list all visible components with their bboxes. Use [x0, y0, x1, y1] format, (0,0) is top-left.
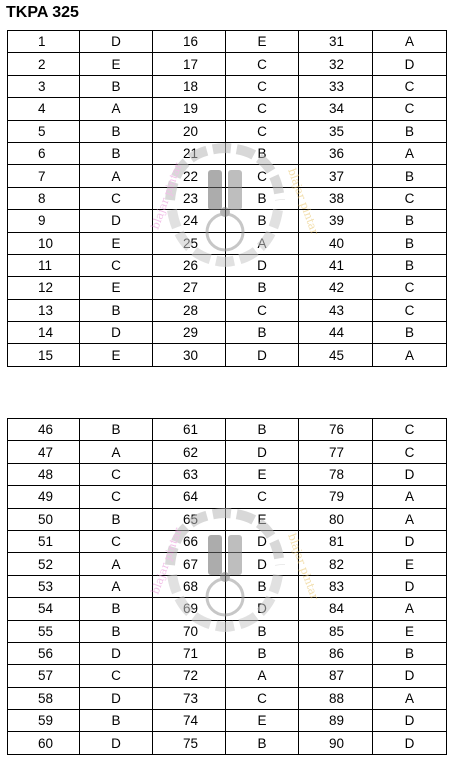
question-number-cell: 7	[8, 165, 80, 187]
answer-cell: C	[80, 530, 153, 552]
question-number-cell: 28	[153, 299, 226, 321]
table-row	[8, 187, 447, 209]
table-row	[8, 254, 447, 276]
question-number-cell: 73	[153, 687, 226, 709]
answer-cell: C	[226, 53, 299, 75]
answer-cell: A	[373, 598, 447, 620]
question-number-cell: 45	[299, 344, 373, 366]
question-number-cell: 64	[153, 486, 226, 508]
answer-cell: A	[80, 441, 153, 463]
answer-cell: B	[80, 710, 153, 732]
answer-cell: E	[80, 344, 153, 366]
table-row	[8, 31, 447, 53]
table-row	[8, 120, 447, 142]
question-number-cell: 13	[8, 299, 80, 321]
question-number-cell: 57	[8, 665, 80, 687]
table-row	[8, 210, 447, 232]
answer-cell: E	[80, 232, 153, 254]
table-row	[8, 232, 447, 254]
answer-cell: B	[226, 210, 299, 232]
question-number-cell: 72	[153, 665, 226, 687]
answer-cell: E	[373, 620, 447, 642]
question-number-cell: 41	[299, 254, 373, 276]
answer-cell: D	[80, 322, 153, 344]
answer-cell: E	[80, 53, 153, 75]
answer-key-table-2	[7, 418, 447, 755]
answer-cell: B	[80, 419, 153, 441]
question-number-cell: 74	[153, 710, 226, 732]
question-number-cell: 6	[8, 142, 80, 164]
question-number-cell: 3	[8, 75, 80, 97]
question-number-cell: 23	[153, 187, 226, 209]
answer-cell: B	[373, 322, 447, 344]
question-number-cell: 62	[153, 441, 226, 463]
answer-cell: D	[373, 530, 447, 552]
question-number-cell: 21	[153, 142, 226, 164]
answer-cell: E	[226, 463, 299, 485]
table-row	[8, 463, 447, 485]
question-number-cell: 19	[153, 98, 226, 120]
question-number-cell: 43	[299, 299, 373, 321]
table-row	[8, 53, 447, 75]
answer-cell: D	[226, 254, 299, 276]
answer-cell: A	[80, 98, 153, 120]
answer-cell: B	[80, 620, 153, 642]
question-number-cell: 71	[153, 642, 226, 664]
answer-cell: D	[80, 687, 153, 709]
answer-cell: C	[226, 75, 299, 97]
question-number-cell: 67	[153, 553, 226, 575]
answer-cell: A	[373, 31, 447, 53]
question-number-cell: 77	[299, 441, 373, 463]
question-number-cell: 44	[299, 322, 373, 344]
question-number-cell: 2	[8, 53, 80, 75]
answer-cell: C	[226, 299, 299, 321]
question-number-cell: 56	[8, 642, 80, 664]
question-number-cell: 49	[8, 486, 80, 508]
question-number-cell: 11	[8, 254, 80, 276]
answer-key-table-2-body	[8, 419, 447, 755]
answer-cell: D	[226, 553, 299, 575]
answer-cell: B	[80, 120, 153, 142]
answer-cell: A	[80, 553, 153, 575]
answer-cell: B	[226, 142, 299, 164]
answer-cell: B	[80, 299, 153, 321]
question-number-cell: 20	[153, 120, 226, 142]
answer-cell: B	[226, 620, 299, 642]
question-number-cell: 24	[153, 210, 226, 232]
answer-cell: D	[226, 441, 299, 463]
table-row	[8, 620, 447, 642]
question-number-cell: 16	[153, 31, 226, 53]
answer-cell: A	[373, 142, 447, 164]
answer-cell: D	[80, 732, 153, 754]
question-number-cell: 47	[8, 441, 80, 463]
question-number-cell: 39	[299, 210, 373, 232]
answer-cell: D	[226, 344, 299, 366]
answer-cell: B	[226, 187, 299, 209]
question-number-cell: 46	[8, 419, 80, 441]
answer-cell: A	[373, 508, 447, 530]
question-number-cell: 17	[153, 53, 226, 75]
question-number-cell: 54	[8, 598, 80, 620]
question-number-cell: 90	[299, 732, 373, 754]
question-number-cell: 40	[299, 232, 373, 254]
question-number-cell: 30	[153, 344, 226, 366]
answer-cell: D	[373, 732, 447, 754]
question-number-cell: 88	[299, 687, 373, 709]
question-number-cell: 69	[153, 598, 226, 620]
answer-cell: C	[373, 277, 447, 299]
answer-key-table-1	[7, 30, 447, 367]
answer-key-table-1-body	[8, 31, 447, 367]
question-number-cell: 42	[299, 277, 373, 299]
answer-cell: E	[226, 31, 299, 53]
answer-cell: C	[226, 687, 299, 709]
table-row	[8, 575, 447, 597]
answer-cell: C	[373, 98, 447, 120]
question-number-cell: 14	[8, 322, 80, 344]
question-number-cell: 32	[299, 53, 373, 75]
answer-cell: B	[373, 232, 447, 254]
answer-cell: B	[373, 120, 447, 142]
question-number-cell: 36	[299, 142, 373, 164]
question-number-cell: 1	[8, 31, 80, 53]
answer-cell: C	[373, 299, 447, 321]
svg-text:blajar pintar: blajar pintar	[148, 161, 185, 232]
question-number-cell: 70	[153, 620, 226, 642]
question-number-cell: 65	[153, 508, 226, 530]
answer-cell: E	[226, 710, 299, 732]
question-number-cell: 76	[299, 419, 373, 441]
answer-cell: C	[226, 165, 299, 187]
table-row	[8, 553, 447, 575]
table-row	[8, 665, 447, 687]
answer-cell: D	[80, 642, 153, 664]
answer-cell: C	[80, 254, 153, 276]
question-number-cell: 60	[8, 732, 80, 754]
question-number-cell: 15	[8, 344, 80, 366]
answer-cell: B	[226, 277, 299, 299]
table-row	[8, 687, 447, 709]
answer-cell: B	[80, 598, 153, 620]
answer-cell: B	[373, 210, 447, 232]
answer-cell: E	[226, 508, 299, 530]
answer-cell: B	[373, 642, 447, 664]
answer-cell: C	[80, 463, 153, 485]
answer-cell: B	[226, 419, 299, 441]
answer-cell: D	[373, 665, 447, 687]
question-number-cell: 55	[8, 620, 80, 642]
answer-cell: D	[373, 710, 447, 732]
svg-text:blajar pintar: blajar pintar	[148, 526, 185, 597]
table-row	[8, 710, 447, 732]
answer-cell: A	[373, 486, 447, 508]
answer-cell: B	[226, 732, 299, 754]
answer-cell: C	[373, 441, 447, 463]
answer-cell: B	[226, 322, 299, 344]
question-number-cell: 66	[153, 530, 226, 552]
answer-cell: D	[80, 210, 153, 232]
answer-cell: C	[80, 187, 153, 209]
answer-cell: D	[226, 530, 299, 552]
question-number-cell: 12	[8, 277, 80, 299]
question-number-cell: 59	[8, 710, 80, 732]
table-row	[8, 441, 447, 463]
question-number-cell: 82	[299, 553, 373, 575]
question-number-cell: 9	[8, 210, 80, 232]
question-number-cell: 10	[8, 232, 80, 254]
question-number-cell: 79	[299, 486, 373, 508]
page-title: TKPA 325	[6, 4, 79, 21]
question-number-cell: 37	[299, 165, 373, 187]
question-number-cell: 34	[299, 98, 373, 120]
question-number-cell: 81	[299, 530, 373, 552]
question-number-cell: 22	[153, 165, 226, 187]
question-number-cell: 75	[153, 732, 226, 754]
answer-cell: B	[80, 75, 153, 97]
answer-cell: B	[373, 254, 447, 276]
table-row	[8, 344, 447, 366]
question-number-cell: 35	[299, 120, 373, 142]
question-number-cell: 68	[153, 575, 226, 597]
answer-cell: C	[226, 486, 299, 508]
svg-text:blajar pintar: blajar pintar	[285, 166, 322, 237]
question-number-cell: 8	[8, 187, 80, 209]
question-number-cell: 61	[153, 419, 226, 441]
question-number-cell: 51	[8, 530, 80, 552]
answer-cell: D	[226, 598, 299, 620]
table-row	[8, 165, 447, 187]
question-number-cell: 26	[153, 254, 226, 276]
answer-cell: D	[373, 53, 447, 75]
answer-cell: B	[226, 575, 299, 597]
answer-cell: A	[226, 665, 299, 687]
question-number-cell: 27	[153, 277, 226, 299]
table-row	[8, 75, 447, 97]
table-row	[8, 98, 447, 120]
question-number-cell: 50	[8, 508, 80, 530]
question-number-cell: 29	[153, 322, 226, 344]
answer-cell: A	[80, 165, 153, 187]
svg-text:blajar pintar: blajar pintar	[285, 531, 322, 602]
table-row	[8, 508, 447, 530]
answer-cell: B	[373, 165, 447, 187]
question-number-cell: 18	[153, 75, 226, 97]
answer-cell: C	[373, 187, 447, 209]
table-row	[8, 322, 447, 344]
question-number-cell: 80	[299, 508, 373, 530]
table-row	[8, 419, 447, 441]
answer-cell: D	[373, 463, 447, 485]
answer-cell: A	[80, 575, 153, 597]
table-row	[8, 642, 447, 664]
question-number-cell: 84	[299, 598, 373, 620]
answer-cell: C	[226, 98, 299, 120]
question-number-cell: 85	[299, 620, 373, 642]
answer-cell: C	[373, 75, 447, 97]
answer-cell: E	[80, 277, 153, 299]
answer-cell: E	[373, 553, 447, 575]
table-row	[8, 598, 447, 620]
question-number-cell: 53	[8, 575, 80, 597]
answer-cell: A	[226, 232, 299, 254]
question-number-cell: 86	[299, 642, 373, 664]
table-row	[8, 486, 447, 508]
question-number-cell: 5	[8, 120, 80, 142]
question-number-cell: 63	[153, 463, 226, 485]
table-row	[8, 530, 447, 552]
question-number-cell: 25	[153, 232, 226, 254]
question-number-cell: 33	[299, 75, 373, 97]
answer-cell: B	[80, 508, 153, 530]
question-number-cell: 83	[299, 575, 373, 597]
answer-cell: C	[226, 120, 299, 142]
table-row	[8, 277, 447, 299]
answer-cell: C	[80, 665, 153, 687]
question-number-cell: 4	[8, 98, 80, 120]
question-number-cell: 89	[299, 710, 373, 732]
answer-cell: B	[226, 642, 299, 664]
question-number-cell: 58	[8, 687, 80, 709]
question-number-cell: 78	[299, 463, 373, 485]
answer-cell: D	[80, 31, 153, 53]
question-number-cell: 38	[299, 187, 373, 209]
answer-cell: C	[80, 486, 153, 508]
answer-cell: A	[373, 344, 447, 366]
answer-cell: A	[373, 687, 447, 709]
question-number-cell: 87	[299, 665, 373, 687]
question-number-cell: 48	[8, 463, 80, 485]
answer-cell: C	[373, 419, 447, 441]
question-number-cell: 31	[299, 31, 373, 53]
answer-cell: B	[80, 142, 153, 164]
question-number-cell: 52	[8, 553, 80, 575]
table-row	[8, 299, 447, 321]
table-row	[8, 732, 447, 754]
answer-cell: D	[373, 575, 447, 597]
table-row	[8, 142, 447, 164]
